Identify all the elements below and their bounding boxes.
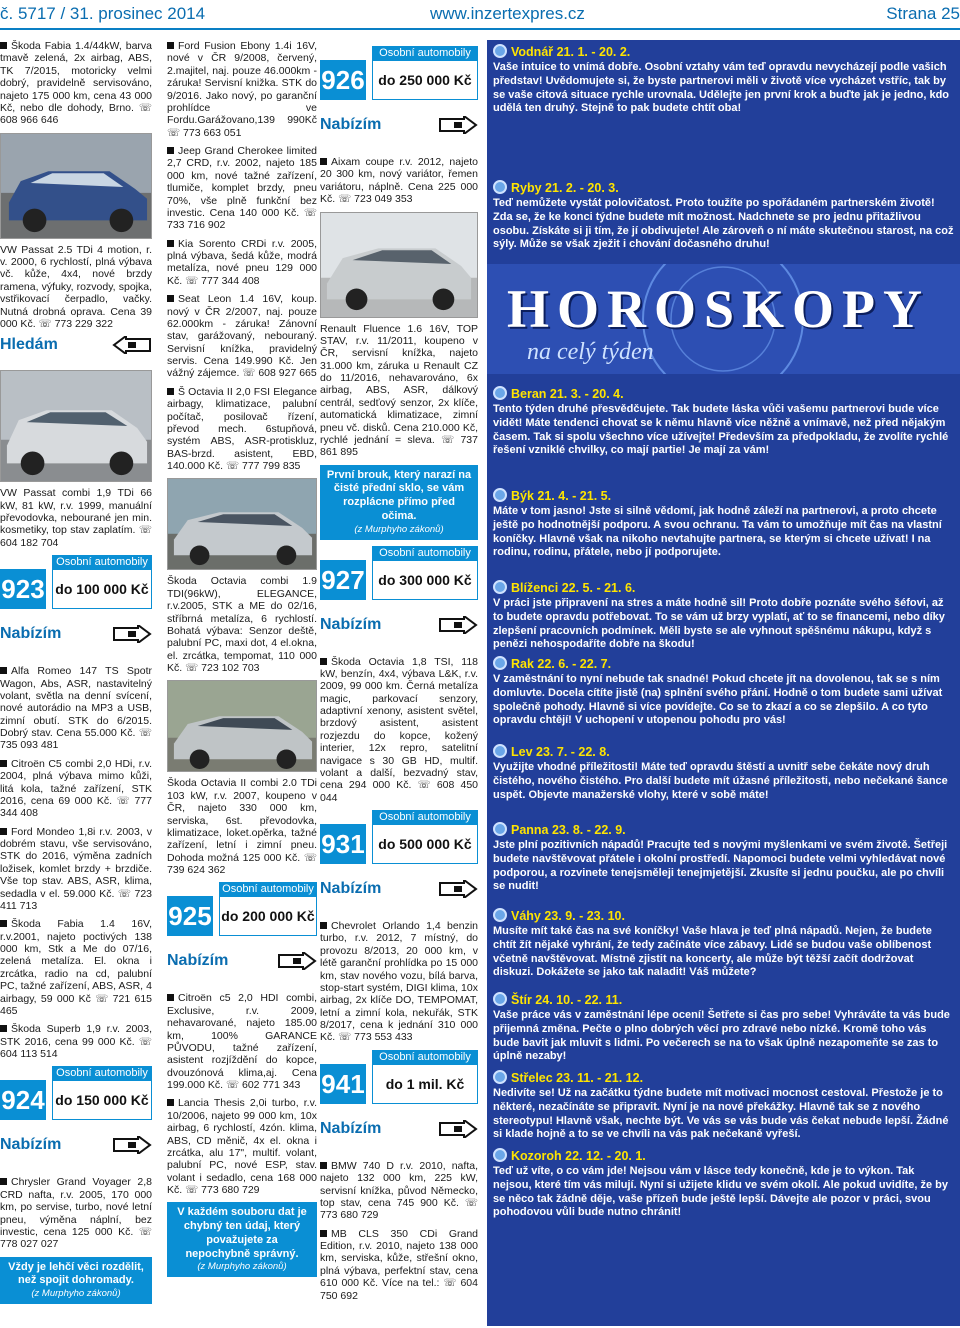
sign-heading: Beran 21. 3. - 20. 4. bbox=[511, 387, 624, 401]
horoscope-panel bbox=[487, 40, 960, 1326]
bullet-icon bbox=[320, 922, 327, 929]
category-title: Osobní automobily bbox=[372, 546, 478, 560]
zodiac-glyph-icon bbox=[493, 656, 507, 670]
sign-text: Musíte mít také čas na své koníčky! Vaše hlava je teď plná nápadů. Nejen, že budete chtít žít nějaké vyhrání, že tedy začínáte více zábavy. Lidé se budou vaše oblíbenost včetně navštěvovat. Místně zjistit na koncerty, ale může být těžší začít dodržovat diskuzi. Dokážete se jako tak naladit! Váš můžete? bbox=[493, 924, 932, 979]
bullet-icon bbox=[0, 1025, 7, 1032]
category-band-927 bbox=[320, 546, 478, 646]
bullet-icon bbox=[167, 1099, 174, 1106]
arrow-right-icon bbox=[438, 616, 478, 634]
bullet-icon bbox=[320, 158, 327, 165]
column-1 bbox=[0, 40, 152, 1326]
bullet-icon bbox=[167, 240, 174, 247]
sign-text: Vaše práce vás v zaměstnání lépe ocení! Šetřete si čas pro sebe! Vyhráváte ta vás bude přijemná změna. Pečte o plno dobrých věcí pro zdravé nebo nízké. Kromě toho vás bude bavit jak mluvit s lidmi. Po večerech se na to však úplně nezapomeňte se zas to úplně nezaby! bbox=[493, 1008, 950, 1063]
price-range: do 500 000 Kč bbox=[372, 824, 478, 864]
price-range: do 250 000 Kč bbox=[372, 60, 478, 100]
zodiac-glyph-icon bbox=[493, 822, 507, 836]
sign-heading: Štír 24. 10. - 22. 11. bbox=[511, 993, 623, 1007]
category-band-923 bbox=[0, 555, 152, 655]
classified-ad: MB CLS 350 CDi Grand Edition, r.v. 2010, najeto 138 000 km, serviska, kůže, střešní okno, plná výbava, perfektní stav, cena 610 000 Kč. Více na tel.: ☏ 604 750 692 bbox=[320, 1227, 478, 1302]
sign-text: Teď nemůžete vystát polovičatost. Proto toužíte po spořádaném partnerském životě! Zda se, že ke konci týdne budete mít možnost. Nadchnete se pro jednu přitažlivou osobu. Získáte si ji tím, že jí obdivujete! Ale zároveň o ní máte skutečnou starost, na což sýly. Může se však zježit i chování dočasného druhu! bbox=[493, 196, 954, 251]
classified-ad: Renault Fluence 1.6 16V, TOP STAV, r.v. 11/2011, koupeno v ČR, servisní knížka, najeto 31.000 km, záruka u Renault CZ do 11/2016, nehavarováno, 6x airbag, ABS, ASR, dálkový centrál, sedťový senzor, 2x klíče, automatická klimatizace, zimní pneu vč. disků. Cena 210.000 Kč, rychlé jednání = sleva. ☏ 737 861 895 bbox=[320, 322, 478, 459]
classified-ad: VW Passat combi 1,9 TDi 66 kW, 81 kW, r.v. 1999, manuální převodovka, nebourané jen min. kosmetiky, top stav zaplatím. ☏ 604 182 704 bbox=[0, 487, 152, 549]
page-header bbox=[0, 0, 960, 30]
arrow-right-icon bbox=[277, 952, 317, 970]
bullet-icon bbox=[167, 295, 174, 302]
sign-text: Jste plní pozitivních nápadů! Pracujte ted s novými myšlenkami ve svém životě. Šetřeji budete navštěvovat přátele i okolní prostředí. Napomoci budete velmi vyhledávat nové podporou, a rozvinete tenejsměleji tenejmjetější. Zkusíte si jednu poučku, ale po chvíli se nudit! bbox=[493, 838, 948, 893]
category-title: Osobní automobily bbox=[52, 555, 152, 569]
classified-ad: Škoda Superb 1,9 r.v. 2003, STK 2016, cena 99 000 Kč. ☏ 604 113 514 bbox=[0, 1023, 152, 1060]
horoscope-sign bbox=[493, 488, 954, 560]
bullet-icon bbox=[0, 760, 7, 767]
category-number: 923 bbox=[0, 569, 46, 609]
zodiac-glyph-icon bbox=[493, 580, 507, 594]
offer-label: Nabízím bbox=[320, 615, 382, 633]
category-title: Osobní automobily bbox=[372, 46, 478, 60]
category-title: Osobní automobily bbox=[219, 882, 317, 896]
sign-heading: Rak 22. 6. - 22. 7. bbox=[511, 657, 612, 671]
classified-ad: Alfa Romeo 147 TS Spotr Wagon, Abs, ASR, nastavitelný volant, světla na denní svícení, nové autorádio na MP3 a USB, zimní obutí. STK do 6/2015. Dobrý stav. Cena 55.000 Kč. ☏ 735 093 481 bbox=[0, 665, 152, 752]
bullet-icon bbox=[167, 42, 174, 49]
arrow-right-icon bbox=[438, 880, 478, 898]
sign-text: V práci jste připravení na stres a máte hodně sil! Proto dobře poznáte svého šéfovi, až to budete opravdu potřebovat. To se vám už brzy vyplatí, ať to se financemi, nebo díky zlepšení pracovních podmínek. Měli byste se ale vyhnout spěšnému nákupu, když s penězi nehospodaříte dobře na škodu! bbox=[493, 596, 945, 651]
car-photo[interactable] bbox=[167, 680, 317, 772]
car-photo[interactable] bbox=[0, 370, 152, 482]
classified-ad: Ford Mondeo 1,8i r.v. 2003, v dobrém stavu, vše servisováno, STK do 2016, výměna zadních ložisek, komlet brzdy + brzdiče. Vše top stav. ABS, ASR, klima, sedadla v el. 59.000 Kč. ☏ 723 411 713 bbox=[0, 825, 152, 912]
sign-heading: Panna 23. 8. - 22. 9. bbox=[511, 823, 626, 837]
price-range: do 300 000 Kč bbox=[372, 560, 478, 600]
classified-ad: Š Octavia II 2,0 FSI Elegance airbagy, klimatizace, palubní počítač, posilovač řízení, převod mech. 6stupňová, systém ABS, ASR-protiskluz, BAS-brzd. asistent, EBD, 140.000 Kč. ☏ 777 799 835 bbox=[167, 385, 317, 472]
zodiac-glyph-icon bbox=[493, 180, 507, 194]
sign-text: Tento týden druhé přesvědčujete. Tak budete láska vůči vašemu partnerovi bude více vidět! Máte tendenci chovat se k němu hlavně více něžně a vnímavě, než před nějakým časem. Tak si spolu všechno více užívejte! Především za předpokladu, že zvolíte rychlé řešení vzniklé chvilky, co mají partie! Je mají za vám! bbox=[493, 402, 949, 457]
arrow-right-icon bbox=[112, 625, 152, 643]
looking-label: Hledám bbox=[0, 336, 58, 354]
horoscope-title: HOROSKOPY bbox=[507, 279, 931, 339]
sign-heading: Lev 23. 7. - 22. 8. bbox=[511, 745, 610, 759]
sign-heading: Blíženci 22. 5. - 21. 6. bbox=[511, 581, 636, 595]
zodiac-glyph-icon bbox=[493, 744, 507, 758]
bullet-icon bbox=[167, 388, 174, 395]
arrow-left-icon bbox=[112, 336, 152, 354]
classified-ad: Aixam coupe r.v. 2012, najeto 20 300 km, nový variátor, řemen variátoru, náplně. Cena 225 000 Kč. ☏ 723 049 353 bbox=[320, 156, 478, 206]
horoscope-sign bbox=[493, 386, 954, 458]
murphy-quote: Vždy je lehčí věci rozdělit, než spojit dohromady. (z Murphyho zákonů) bbox=[0, 1257, 152, 1304]
classified-ad: Škoda Octavia II combi 2.0 TDi 103 kW, r.v. 2007, koupeno v ČR, najeto 330 000 km, serviska, 6st. převodovka, klimatizace, loket.opěrka, tažné zařízení, letní i zimní pneu. Dohoda možná 125 000 Kč. ☏ 739 624 362 bbox=[167, 777, 317, 876]
classified-ad: Škoda Fabia 1.4/44kW, barva tmavě zelená, 2x airbag, ABS, TK 7/2015, motoricky velmi dobrý, pravidelně servisováno, najeto 175 000 km, cena 43 000 Kč, nebo dle dohody, Brno. ☏ 608 966 646 bbox=[0, 40, 152, 127]
classified-ad: Lancia Thesis 2,0i turbo, r.v. 10/2006, najeto 99 000 km, 10x airbag, 6 rychlostí, 4zón. klima, ABS, CD měnič, 4x el. okna i zrcátka, alu 17", multif. volant, palubní PC, nové ESP, stav. volant i sedadlo, cena 168 000 Kč. ☏ 773 680 729 bbox=[167, 1097, 317, 1196]
offer-label: Nabízím bbox=[320, 880, 382, 897]
classified-ad: Ford Fusion Ebony 1.4i 16V, nové v ČR 9/2008, červený, 2.majitel, naj. pouze 46.000km - záruka! Servisní knižka. STK do 9/2016. Jako nový, po garanční prohlídce ve Fordu.Garážovano,139 990Kč ☏ 773 663 051 bbox=[167, 40, 317, 139]
sign-text: Teď už víte, o co vám jde! Nejsou vám v lásce tedy konečně, kde je to výkon. Tak nejsou, které tím vás milují. Nyní si užijete klidu ve svém okolí. Ale pokud uvidíte, že by se něco tak žádně děje, vaše přízeň bude ještě lepší. Dávejte ale pozor v práci, svou pohodovou vůli bude nutno chránit! bbox=[493, 1164, 949, 1219]
horoscope-sign bbox=[493, 656, 954, 728]
zodiac-glyph-icon bbox=[493, 1070, 507, 1084]
classified-ad: Jeep Grand Cherokee limited 2,7 CRD, r.v. 2002, najeto 185 000 km, nové tažné zařízení, tlumiče, komplet brzdy, pneu 70%, vše plně funkční bez investic. Cena 140 000 Kč. ☏ 733 716 902 bbox=[167, 145, 317, 232]
sign-text: Máte v tom jasno! Jste si silně vědomí, jak hodně záleží na partnerovi, a proto chcete ještě po hodnotnější podporu. A svou ochranu. Ta vám to umožňuje mít čas na vlastní koníčky. Hlavně však na nikoho nevtahujte partnera, se kterým si chcete užívat! I na rodinu, rodinu, přátele, nebo jí podporujete. bbox=[493, 504, 942, 559]
price-range: do 150 000 Kč bbox=[52, 1080, 152, 1120]
bullet-icon bbox=[0, 1178, 7, 1185]
classified-ad: Chevrolet Orlando 1,4 benzin turbo, r.v. 2012, 7 místný, do provozu 8/2013, 20 000 km, v létě garanční prohlídka po 15 000 km, stav nového vozu, bílá barva, stop-start systém, DIGI klima, 10x airbag, 2x klíče DO, TEMPOMAT, letní a zimní kola, nekuřák, STK 8/2017, cena k jednání 310 000 Kč. ☏ 773 553 433 bbox=[320, 920, 478, 1044]
sign-heading: Váhy 23. 9. - 23. 10. bbox=[511, 909, 625, 923]
sign-heading: Ryby 21. 2. - 20. 3. bbox=[511, 181, 619, 195]
arrow-right-icon bbox=[112, 1136, 152, 1154]
category-band-941 bbox=[320, 1050, 478, 1150]
category-band-926 bbox=[320, 46, 478, 146]
zodiac-glyph-icon bbox=[493, 44, 507, 58]
website-url[interactable]: www.inzertexpres.cz bbox=[430, 4, 585, 23]
sign-text: V zaměstnání to nyní nebude tak snadné! Pokud chcete jít na dovolenou, tak se s ním domluvte. Docela cítíte jistě (na) splnění svého přání. Hodně o tom budete sami užívat společně pohody. Hlavně si více povídejte. Co se to zkazí a co se zlepšilo. A co tyto opravdu chtějí! V uchopení v utopenou pohodu pro vás! bbox=[493, 672, 943, 727]
offer-label: Nabízím bbox=[320, 1119, 382, 1137]
horoscope-sign bbox=[493, 908, 954, 980]
category-number: 931 bbox=[320, 824, 366, 864]
classified-ad: VW Passat 2.5 TDi 4 motion, r. v. 2000, 6 rychlostí, plná výbava vč. kůže, 4x4, nové brzdy ramena, výfuky, rozvody, spojka, vstřikovací čerpadlo, vačky. Nutná drobná oprava. Cena 39 000 Kč. ☏ 773 229 322 bbox=[0, 243, 152, 330]
horoscope-sign bbox=[493, 44, 954, 116]
zodiac-glyph-icon bbox=[493, 488, 507, 502]
classified-ad: Citroën C5 combi 2,0 HDi, r.v. 2004, plná výbava mimo kůži, litá kola, tažné zařízení, STK 2016, cena 69 000 Kč. ☏ 777 344 408 bbox=[0, 757, 152, 820]
price-range: do 100 000 Kč bbox=[52, 569, 152, 609]
horoscope-sign bbox=[493, 822, 954, 894]
bullet-icon bbox=[0, 42, 7, 49]
classified-ad: Škoda Fabia 1.4 16V, r.v.2001, najeto poctivých 138 000 km, Stk a Me do 07/16, zelená metalíza. El. okna i zrcátka, radio na cd, palubní PC, tažné zařízení, ABS, ASR, 4 airbagy, 59 000 Kč ☏ 721 615 465 bbox=[0, 918, 152, 1017]
issue-info: č. 5717 / 31. prosinec 2014 bbox=[0, 4, 206, 23]
column-2 bbox=[167, 40, 317, 1326]
arrow-right-icon bbox=[438, 116, 478, 134]
horoscope-sign bbox=[493, 744, 954, 802]
bullet-icon bbox=[167, 994, 174, 1001]
horoscope-banner bbox=[487, 264, 960, 374]
classified-ad: Citroën c5 2,0 HDI combi, Exclusive, r.v. 2009, nehavarované, najeto 185.00 km, 100% GARANCE PŮVODU, tažné zařízení, asistent rozjíždění do kopce, dvouzónová klima,aj. Cena 199.000 Kč. ☏ 602 771 343 bbox=[167, 992, 317, 1091]
zodiac-glyph-icon bbox=[493, 992, 507, 1006]
category-title: Osobní automobily bbox=[372, 1050, 478, 1064]
offer-label: Nabízím bbox=[320, 116, 382, 133]
car-photo[interactable] bbox=[320, 212, 478, 318]
bullet-icon bbox=[0, 920, 7, 927]
bullet-icon bbox=[320, 1162, 327, 1169]
horoscope-sign bbox=[493, 180, 954, 252]
category-band-931 bbox=[320, 810, 478, 910]
offer-label: Nabízím bbox=[0, 1136, 62, 1154]
category-number: 924 bbox=[0, 1080, 46, 1120]
category-number: 941 bbox=[320, 1064, 366, 1104]
column-3 bbox=[320, 40, 478, 1326]
category-band-925 bbox=[167, 882, 317, 982]
offer-label: Nabízím bbox=[0, 625, 62, 643]
bullet-icon bbox=[167, 147, 174, 154]
zodiac-glyph-icon bbox=[493, 1148, 507, 1162]
page-number: Strana 25 bbox=[886, 4, 960, 23]
car-photo[interactable] bbox=[167, 478, 317, 570]
sign-text: Využijte vhodné příležitosti! Máte teď opravdu štěstí a uvnitř sebe čekáte nový druh čistého, nového čistého. Pro další budete mít úžasné příležitosti, nebo nečekané šance uspět. Objevte manažerské vlohy, které v sobě máte! bbox=[493, 760, 948, 801]
classified-ad: Škoda Octavia combi 1.9 TDI(96kW), ELEGANCE, r.v.2005, STK a ME do 02/16, stříbrná metalíza, 6 rychlostí. Bohatá výbava: Senzor deště, palubní PC, maxi dot, 4 el.okna, el. zrcátka, tempomat, 110 000 Kč. ☏ 723 102 703 bbox=[167, 575, 317, 674]
sign-text: Vaše intuice to vnímá dobře. Osobní vztahy vám teď opravdu nevycházejí podle vašich představ! Uvědomujete si, že byste partnerovi měli v životě více vycházet vstříc, tak by se vaše citová situace rychle urovnala. Udělejte jen první krok a buďte jak je jedno, kdo udělá ten druhý. Stejně to pak budete chtít oba! bbox=[493, 60, 950, 115]
murphy-quote: V každém souboru dat je chybný ten údaj, který považujete za nepochybně správný. (z Murphyho zákonů) bbox=[167, 1202, 317, 1277]
sign-heading: Vodnář 21. 1. - 20. 2. bbox=[511, 45, 631, 59]
horoscope-sign bbox=[493, 1070, 954, 1142]
bullet-icon bbox=[0, 828, 7, 835]
bullet-icon bbox=[0, 667, 7, 674]
zodiac-glyph-icon bbox=[493, 908, 507, 922]
bullet-icon bbox=[320, 658, 327, 665]
category-title: Osobní automobily bbox=[372, 810, 478, 824]
price-range: do 1 mil. Kč bbox=[372, 1064, 478, 1104]
classified-ad: Seat Leon 1.4 16V, koup. nový v ČR 2/2007, naj. pouze 62.000km - záruka! Zánovní stav, garážovaný, nebouraný. Servisní knížka, pravidelný servis. Cena 149.990 Kč. Jen vážný zájemce. ☏ 608 927 665 bbox=[167, 293, 317, 380]
horoscope-subtitle: na celý týden bbox=[527, 339, 654, 365]
section-label-looking bbox=[0, 336, 152, 364]
classified-ad: Kia Sorento CRDi r.v. 2005, plná výbava, šedá kůže, modrá metalíza, nové pneu 129 000 Kč. ☏ 777 344 408 bbox=[167, 237, 317, 287]
horoscope-sign bbox=[493, 580, 954, 652]
sign-heading: Kozoroh 22. 12. - 20. 1. bbox=[511, 1149, 646, 1163]
horoscope-sign bbox=[493, 1148, 954, 1220]
category-number: 926 bbox=[320, 60, 366, 100]
category-band-924 bbox=[0, 1066, 152, 1166]
category-number: 925 bbox=[167, 896, 213, 936]
zodiac-glyph-icon bbox=[493, 386, 507, 400]
sign-text: Nedivíte se! Už na začátku týdne budete mít motivaci mocnost cestoval. Přestože je to některé, nezačínáte se připravit. Nyní je na nové překážky. Hlavně tak se z nového stereotypu! Hlavně však, nechte být. Ve vás se vás bude vás čekat nebude lepší. Žádné si klade hojně a to se ve chvíli na vás pak nečekaně vyřeší. bbox=[493, 1086, 949, 1141]
classified-ad: BMW 740 D r.v. 2010, nafta, najeto 132 000 km, 225 kW, servisní knížka, původ Německo, top stav, cena 745 900 Kč. ☏ 773 680 729 bbox=[320, 1159, 478, 1222]
classified-ad: Škoda Octavia 1,8 TSI, 118 kW, benzín, 4x4, výbava L&K, r.v. 2009, 99 000 km. Černá metalíza magic, parkovací senzory, adaptivní xenony, asistent světel, brzdový asistent, asistent rozjezdu do kopce, kožený interier, 12x repro, satelitní navigace s 30 GB HD, multif. volant a další, bezvadný stav, cena 294 000 Kč. ☏ 608 450 044 bbox=[320, 655, 478, 804]
category-title: Osobní automobily bbox=[52, 1066, 152, 1080]
category-number: 927 bbox=[320, 560, 366, 600]
offer-label: Nabízím bbox=[167, 952, 229, 970]
horoscope-sign bbox=[493, 992, 954, 1064]
arrow-right-icon bbox=[438, 1120, 478, 1138]
car-photo[interactable] bbox=[0, 133, 152, 239]
murphy-quote: První brouk, který narazí na čisté přední sklo, se vám rozplácne přímo před očima. (z Murphyho zákonů) bbox=[320, 465, 478, 540]
classified-ad: Chrysler Grand Voyager 2,8 CRD nafta, r.v. 2005, 170 000 km, po servise, turbo, nové letní pneu, výměna náplní, bez investic, cena 125 000 Kč. ☏ 778 027 027 bbox=[0, 1176, 152, 1251]
price-range: do 200 000 Kč bbox=[219, 896, 317, 936]
sign-heading: Býk 21. 4. - 21. 5. bbox=[511, 489, 612, 503]
bullet-icon bbox=[320, 1230, 327, 1237]
sign-heading: Střelec 23. 11. - 21. 12. bbox=[511, 1071, 644, 1085]
